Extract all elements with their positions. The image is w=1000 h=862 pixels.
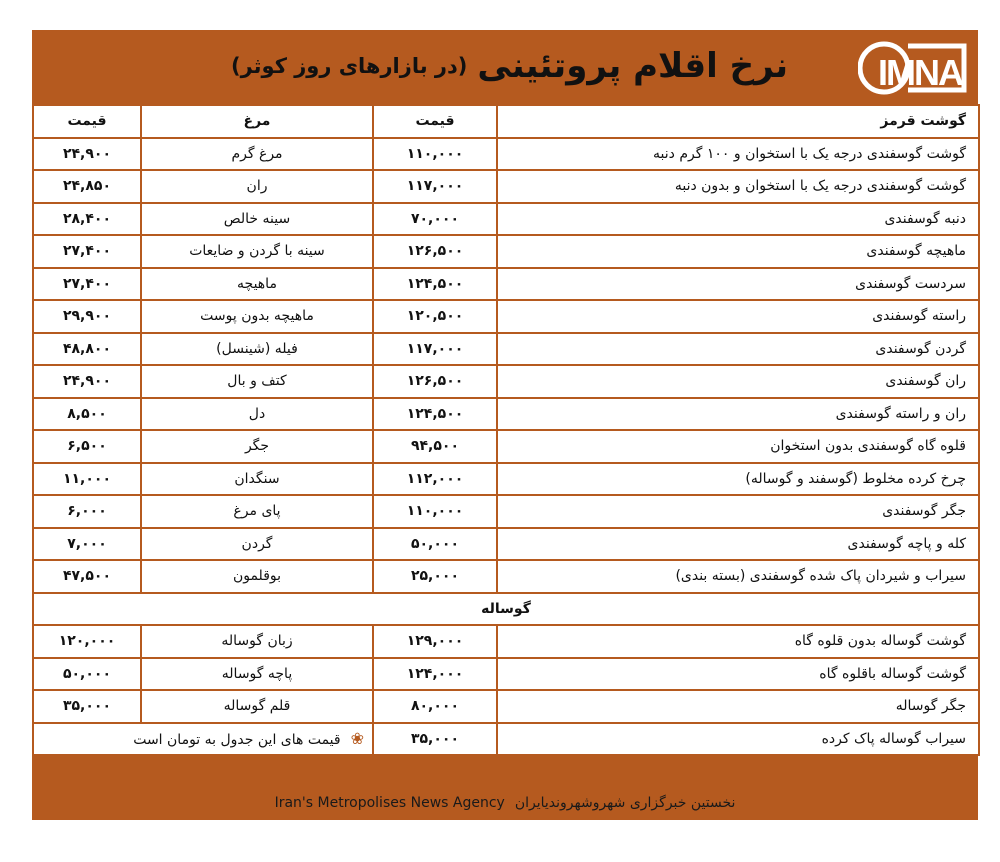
table-row	[33, 398, 979, 431]
chicken-price-cell: ۲۴,۹۰۰	[33, 138, 141, 171]
chicken-name-cell: سنگدان	[141, 463, 373, 496]
chicken-price-cell: ۱۲۰,۰۰۰	[33, 625, 141, 658]
table-row	[33, 235, 979, 268]
chicken-name-cell: پای مرغ	[141, 495, 373, 528]
chicken-name-cell: سینه خالص	[141, 203, 373, 236]
price-table	[32, 104, 980, 756]
red-name-cell: راسته گوسفندی	[497, 300, 979, 333]
title-block	[231, 36, 788, 96]
red-price-cell: ۱۲۰,۵۰۰	[373, 300, 497, 333]
footer-english: Iran's Metropolises News Agency	[274, 795, 505, 811]
red-price-cell: ۱۲۴,۵۰۰	[373, 398, 497, 431]
table-row	[33, 495, 979, 528]
chicken-name-cell: ران	[141, 170, 373, 203]
table-row	[33, 658, 979, 691]
logo-text: IMNA	[878, 52, 962, 93]
price-sheet	[32, 30, 978, 820]
table-row	[33, 300, 979, 333]
chicken-name-cell: زبان گوساله	[141, 625, 373, 658]
red-price-cell: ۱۱۰,۰۰۰	[373, 495, 497, 528]
red-price-cell: ۱۱۷,۰۰۰	[373, 333, 497, 366]
table-row	[33, 203, 979, 236]
chicken-name-cell: سینه با گردن و ضایعات	[141, 235, 373, 268]
table-header-row	[33, 105, 979, 138]
chicken-name-cell: فیله (شینسل)	[141, 333, 373, 366]
footer	[32, 786, 978, 820]
chicken-name-cell: ماهیچه	[141, 268, 373, 301]
red-price-cell: ۱۲۶,۵۰۰	[373, 365, 497, 398]
red-name-cell: گوشت گوسفندی درجه یک با استخوان و بدون دنبه	[497, 170, 979, 203]
chicken-price-cell: ۳۵,۰۰۰	[33, 690, 141, 723]
red-name-cell: چرخ کرده مخلوط (گوسفند و گوساله)	[497, 463, 979, 496]
chicken-name-cell: مرغ گرم	[141, 138, 373, 171]
red-name-cell: ماهیچه گوسفندی	[497, 235, 979, 268]
chicken-price-cell: ۷,۰۰۰	[33, 528, 141, 561]
header	[32, 30, 978, 104]
section-title: گوساله	[33, 593, 979, 626]
chicken-price-cell: ۱۱,۰۰۰	[33, 463, 141, 496]
chicken-price-cell: ۲۴,۸۵۰	[33, 170, 141, 203]
red-name-cell: ران و راسته گوسفندی	[497, 398, 979, 431]
chicken-price-cell: ۶,۵۰۰	[33, 430, 141, 463]
table-row	[33, 690, 979, 723]
red-meat-header: گوشت قرمز	[497, 105, 979, 138]
chicken-name-cell: بوقلمون	[141, 560, 373, 593]
red-price-cell: ۳۵,۰۰۰	[373, 723, 497, 756]
red-name-cell: گوشت گوسفندی درجه یک با استخوان و ۱۰۰ گرم دنبه	[497, 138, 979, 171]
chicken-name-cell: جگر	[141, 430, 373, 463]
chicken-name-cell: ماهیچه بدون پوست	[141, 300, 373, 333]
chicken-name-cell: قلم گوساله	[141, 690, 373, 723]
chicken-price-cell: ۶,۰۰۰	[33, 495, 141, 528]
red-price-cell: ۱۱۷,۰۰۰	[373, 170, 497, 203]
red-price-cell: ۱۱۰,۰۰۰	[373, 138, 497, 171]
red-name-cell: دنبه گوسفندی	[497, 203, 979, 236]
red-name-cell: قلوه گاه گوسفندی بدون استخوان	[497, 430, 979, 463]
chicken-price-cell: ۲۷,۴۰۰	[33, 235, 141, 268]
table-row	[33, 430, 979, 463]
red-name-cell: گردن گوسفندی	[497, 333, 979, 366]
chicken-price-header: قیمت	[33, 105, 141, 138]
red-name-cell: کله و پاچه گوسفندی	[497, 528, 979, 561]
chicken-price-cell: ۲۷,۴۰۰	[33, 268, 141, 301]
red-name-cell: سردست گوسفندی	[497, 268, 979, 301]
chicken-name-cell: پاچه گوساله	[141, 658, 373, 691]
chicken-price-cell: ۲۴,۹۰۰	[33, 365, 141, 398]
chicken-name-cell: دل	[141, 398, 373, 431]
table-row	[33, 625, 979, 658]
red-name-cell: جگر گوسفندی	[497, 495, 979, 528]
currency-note	[33, 723, 373, 756]
red-price-cell: ۱۱۲,۰۰۰	[373, 463, 497, 496]
red-price-cell: ۵۰,۰۰۰	[373, 528, 497, 561]
chicken-price-cell: ۲۸,۴۰۰	[33, 203, 141, 236]
table-row	[33, 365, 979, 398]
red-price-cell: ۹۴,۵۰۰	[373, 430, 497, 463]
red-price-cell: ۱۲۴,۵۰۰	[373, 268, 497, 301]
flower-icon: ❀	[350, 729, 364, 749]
red-price-cell: ۸۰,۰۰۰	[373, 690, 497, 723]
table-row-last	[33, 723, 979, 756]
section-row-calf	[33, 593, 979, 626]
table-row	[33, 138, 979, 171]
red-name-cell: جگر گوساله	[497, 690, 979, 723]
red-price-cell: ۲۵,۰۰۰	[373, 560, 497, 593]
chicken-price-cell: ۴۸,۸۰۰	[33, 333, 141, 366]
chicken-price-cell: ۵۰,۰۰۰	[33, 658, 141, 691]
chicken-name-cell: گردن	[141, 528, 373, 561]
red-name-cell: سیراب گوساله پاک کرده	[497, 723, 979, 756]
red-name-cell: سیراب و شیردان پاک شده گوسفندی (بسته بندی)	[497, 560, 979, 593]
red-price-cell: ۱۲۹,۰۰۰	[373, 625, 497, 658]
table-row	[33, 170, 979, 203]
chicken-price-cell: ۴۷,۵۰۰	[33, 560, 141, 593]
table-row	[33, 333, 979, 366]
page-subtitle: (در بازارهای روز کوثر)	[230, 54, 468, 78]
imna-logo	[858, 38, 968, 98]
chicken-price-cell: ۸,۵۰۰	[33, 398, 141, 431]
red-price-cell: ۷۰,۰۰۰	[373, 203, 497, 236]
table-row	[33, 268, 979, 301]
red-name-cell: گوشت گوساله بدون قلوه گاه	[497, 625, 979, 658]
table-row	[33, 528, 979, 561]
table-row	[33, 463, 979, 496]
footer-persian: نخستین خبرگزاری شهروشهروندیایران	[514, 795, 736, 811]
page-title: نرخ اقلام پروتئینی	[477, 46, 788, 86]
table-row	[33, 560, 979, 593]
red-name-cell: ران گوسفندی	[497, 365, 979, 398]
red-name-cell: گوشت گوساله باقلوه گاه	[497, 658, 979, 691]
red-price-cell: ۱۲۶,۵۰۰	[373, 235, 497, 268]
chicken-price-cell: ۲۹,۹۰۰	[33, 300, 141, 333]
chicken-header: مرغ	[141, 105, 373, 138]
chicken-name-cell: کتف و بال	[141, 365, 373, 398]
red-price-cell: ۱۲۴,۰۰۰	[373, 658, 497, 691]
red-price-header: قیمت	[373, 105, 497, 138]
currency-note-text: قیمت های این جدول به تومان است	[133, 732, 341, 749]
